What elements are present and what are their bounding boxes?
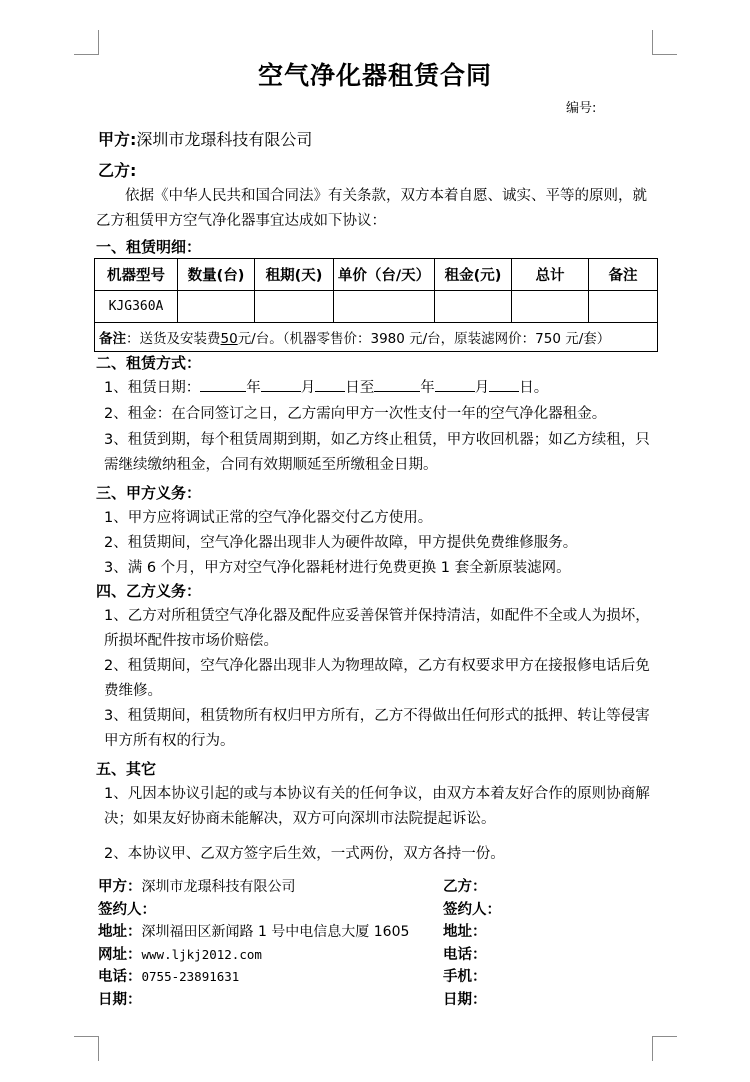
date-line-text: 月 <box>300 380 316 396</box>
party-a-signature-block <box>98 876 409 1011</box>
sign-a-address-label: 地址： <box>98 924 142 940</box>
intro-paragraph: 依据《中华人民共和国合同法》有关条款，双方本着自愿、诚实、平等的原则，就乙方租赁甲方空气净化器事宜达成如下协议： <box>96 188 647 229</box>
section1-heading: 一、租赁明细： <box>96 238 202 256</box>
sign-a-web-label: 网址： <box>98 946 142 963</box>
blank-underline <box>374 377 420 392</box>
date-line-text: 日。 <box>519 380 549 396</box>
sign-b-signer-label: 签约人： <box>443 901 501 918</box>
table-cell <box>255 291 334 323</box>
col-header: 数量(台) <box>178 259 255 291</box>
col-header: 租金(元) <box>435 259 512 291</box>
table-note <box>95 323 658 352</box>
list-item: 3、满 6 个月，甲方对空气净化器耗材进行免费更换 1 套全新原装滤网。 <box>104 560 571 576</box>
rental-date-line <box>104 376 658 401</box>
table-cell <box>435 291 512 323</box>
crop-mark-top-left <box>74 30 99 55</box>
section5-heading: 五、其它 <box>96 760 157 778</box>
blank-underline <box>200 377 246 392</box>
date-line-text: 年 <box>246 380 261 396</box>
table-cell: KJG360A <box>95 291 178 323</box>
list-item: 2、租赁期间，空气净化器出现非人为物理故障，乙方有权要求甲方在接报修电话后免费维修。 <box>104 658 650 699</box>
party-a-label: 甲方: <box>98 130 137 149</box>
col-header: 备注 <box>589 259 658 291</box>
party-b-signature-block <box>443 876 501 1011</box>
sign-b-address-label: 地址： <box>443 924 487 940</box>
table-cell <box>589 291 658 323</box>
sign-a-phone-label: 电话： <box>98 969 142 985</box>
sign-a-web-value: www.ljkj2012.com <box>141 946 262 962</box>
serial-number-label: 编号: <box>566 101 597 116</box>
sign-b-mobile-label: 手机： <box>443 969 487 985</box>
list-item: 1、乙方对所租赁空气净化器及配件应妥善保管并保持清洁，如配件不全或人为损坏， 所损坏配件按市场价赔偿。 <box>104 608 650 649</box>
list-item: 1、凡因本协议引起的或与本协议有关的任何争议，由双方本着友好合作的原则协商解决；如果友好协商未能解决，双方可向深圳市法院提起诉讼。 <box>104 786 650 827</box>
table-cell <box>334 291 435 323</box>
crop-mark-top-right <box>652 30 677 55</box>
rental-table <box>94 258 658 352</box>
sign-b-phone-label: 电话： <box>443 946 487 963</box>
note-text-post: 元/台。（机器零售价：3980 元/台，原装滤网价：750 元/套） <box>237 331 611 347</box>
sign-a-phone-value: 0755-23891631 <box>141 969 240 984</box>
party-a-name: 深圳市龙璟科技有限公司 <box>136 130 313 149</box>
section3-heading: 三、甲方义务： <box>96 484 202 502</box>
note-label: 备注 <box>99 331 126 347</box>
document-title: 空气净化器租赁合同 <box>257 61 492 90</box>
sign-b-party-label: 乙方： <box>443 879 487 895</box>
sign-b-date-label: 日期： <box>443 991 487 1008</box>
table-cell <box>178 291 255 323</box>
list-item: 3、租赁期间，租赁物所有权归甲方所有，乙方不得做出任何形式的抵押、转让等侵害甲方所有权的行为。 <box>104 708 650 749</box>
date-line-text: 1、租赁日期： <box>104 380 201 396</box>
table-header-row <box>95 259 658 291</box>
crop-mark-bottom-right <box>652 1036 677 1061</box>
table-note-row <box>95 323 658 352</box>
col-header: 机器型号 <box>95 259 178 291</box>
party-b-label: 乙方: <box>98 161 137 180</box>
sign-a-date-label: 日期： <box>98 991 142 1008</box>
table-row <box>95 291 658 323</box>
section4-heading: 四、乙方义务： <box>96 582 202 600</box>
blank-underline <box>435 377 475 392</box>
table-cell <box>512 291 589 323</box>
note-text-pre: ：送货及安装费 <box>126 331 221 347</box>
date-line-text: 月 <box>474 380 490 396</box>
crop-mark-bottom-left <box>74 1036 99 1061</box>
party-a-line <box>98 127 312 150</box>
col-header: 总计 <box>512 259 589 291</box>
list-item: 3、租赁到期，每个租赁周期到期，如乙方终止租赁，甲方收回机器；如乙方续租，只需继续缴纳租金，合同有效期顺延至所缴租金日期。 <box>104 432 650 473</box>
date-line-text: 日至 <box>345 380 375 396</box>
blank-underline <box>315 377 345 392</box>
sign-a-party-value: 深圳市龙璟科技有限公司 <box>141 879 296 895</box>
section2-heading: 二、租赁方式： <box>96 354 202 372</box>
list-item: 1、甲方应将调试正常的空气净化器交付乙方使用。 <box>104 510 433 526</box>
blank-underline <box>261 377 301 392</box>
list-item: 2、租金：在合同签订之日，乙方需向甲方一次性支付一年的空气净化器租金。 <box>104 406 607 422</box>
sign-a-signer-label: 签约人： <box>98 901 156 918</box>
sign-a-party-label: 甲方： <box>98 879 142 895</box>
blank-underline <box>489 377 519 392</box>
col-header: 租期(天) <box>255 259 334 291</box>
date-line-text: 年 <box>420 380 435 396</box>
note-fee: 50 <box>220 331 238 347</box>
list-item: 2、租赁期间，空气净化器出现非人为硬件故障，甲方提供免费维修服务。 <box>104 535 578 551</box>
col-header: 单价（台/天） <box>334 259 435 291</box>
list-item: 2、本协议甲、乙双方签字后生效，一式两份，双方各持一份。 <box>104 846 505 862</box>
sign-a-address-value: 深圳福田区新闻路 1 号中电信息大厦 1605 <box>141 924 410 940</box>
